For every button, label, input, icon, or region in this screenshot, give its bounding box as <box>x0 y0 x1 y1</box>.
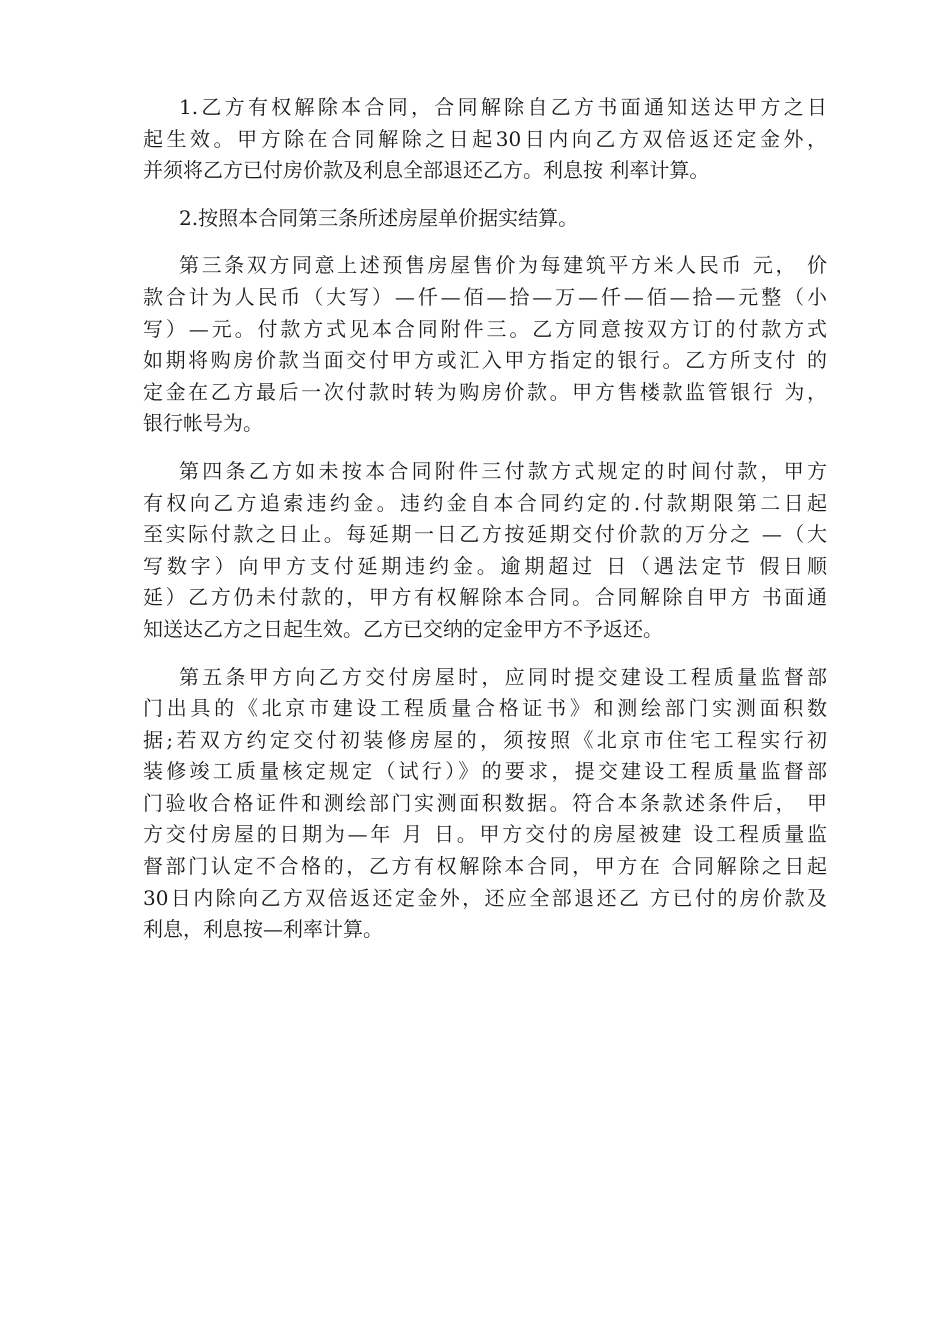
text-line: 如期将购房价款当面交付甲方或汇入甲方指定的银行。乙方所支付 的 <box>143 348 827 373</box>
text-line: 利息，利息按—利率计算。 <box>143 917 383 942</box>
text-line: 30日内除向乙方双倍返还定金外，还应全部退还乙 方已付的房价款及 <box>143 885 827 910</box>
paragraph-article-4 <box>143 456 827 646</box>
text-line: 第四条乙方如未按本合同附件三付款方式规定的时间付款，甲方 <box>179 458 827 483</box>
text-line: 方交付房屋的日期为—年 月 日。甲方交付的房屋被建 设工程质量监 <box>143 822 827 847</box>
text-line: 写）—元。付款方式见本合同附件三。乙方同意按双方订的付款方式 <box>143 316 827 341</box>
text-line: 第五条甲方向乙方交付房屋时，应同时提交建设工程质量监督部 <box>179 664 827 689</box>
text-line: 至实际付款之日止。每延期一日乙方按延期交付价款的万分之 —（大 <box>143 522 827 547</box>
text-line: 并须将乙方已付房价款及利息全部退还乙方。利息按 利率计算。 <box>143 158 710 183</box>
text-line: 门出具的《北京市建设工程质量合格证书》和测绘部门实测面积数 <box>143 696 827 721</box>
paragraph-clause-1 <box>143 92 827 187</box>
text-line: 知送达乙方之日起生效。乙方已交纳的定金甲方不予返还。 <box>143 616 663 641</box>
text-line: 门验收合格证件和测绘部门实测面积数据。符合本条款述条件后， 甲 <box>143 790 827 815</box>
text-line: 据;若双方约定交付初装修房屋的，须按照《北京市住宅工程实行初 <box>143 727 827 752</box>
paragraph-article-3 <box>143 250 827 440</box>
paragraph-clause-2 <box>143 203 827 235</box>
text-line: 起生效。甲方除在合同解除之日起30日内向乙方双倍返还定金外， <box>143 126 827 151</box>
text-line: 督部门认定不合格的，乙方有权解除本合同，甲方在 合同解除之日起 <box>143 854 827 879</box>
text-line: 第三条双方同意上述预售房屋售价为每建筑平方米人民币 元， 价 <box>179 253 827 278</box>
text-line: 2.按照本合同第三条所述房屋单价据实结算。 <box>179 205 579 230</box>
text-line: 写数字）向甲方支付延期违约金。逾期超过 日（遇法定节 假日顺 <box>143 553 827 578</box>
paragraph-article-5 <box>143 662 827 946</box>
text-line: 延）乙方仍未付款的，甲方有权解除本合同。合同解除自甲方 书面通 <box>143 585 827 610</box>
text-line: 装修竣工质量核定规定（试行）》的要求，提交建设工程质量监督部 <box>143 759 827 784</box>
text-line: 款合计为人民币（大写）—仟—佰—拾—万—仟—佰—拾—元整（小 <box>143 284 827 309</box>
text-line: 1.乙方有权解除本合同，合同解除自乙方书面通知送达甲方之日 <box>179 95 827 119</box>
text-line: 有权向乙方追索违约金。违约金自本合同约定的.付款期限第二日起 <box>143 490 827 515</box>
text-line: 定金在乙方最后一次付款时转为购房价款。甲方售楼款监管银行 为， <box>143 379 827 404</box>
document-page <box>143 92 827 962</box>
text-line: 银行帐号为。 <box>143 411 263 436</box>
